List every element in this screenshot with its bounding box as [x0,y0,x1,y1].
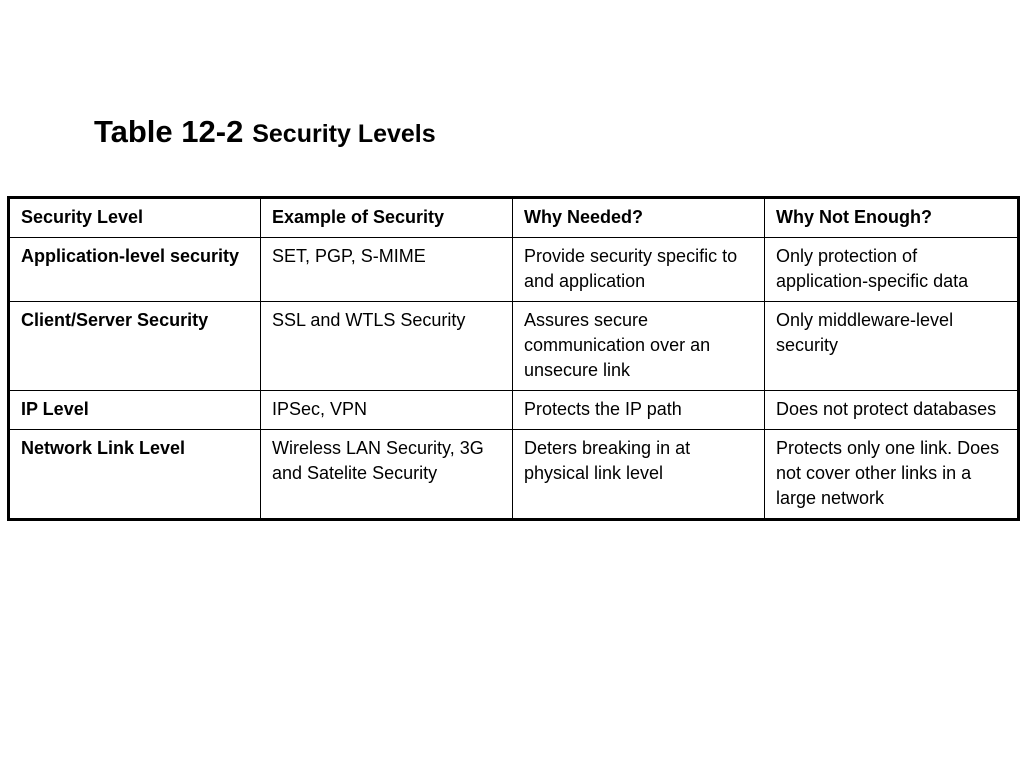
cell-security-level: IP Level [9,391,261,430]
header-example-of-security: Example of Security [261,198,513,238]
cell-example: Wireless LAN Security, 3G and Satelite Security [261,430,513,520]
table-row [9,391,1019,430]
cell-example: SET, PGP, S-MIME [261,238,513,302]
table-subtitle: Security Levels [252,120,436,148]
cell-security-level: Application-level security [9,238,261,302]
table-row [9,430,1019,520]
header-why-needed: Why Needed? [513,198,765,238]
cell-why-not-enough: Protects only one link. Does not cover other links in a large network [765,430,1019,520]
header-why-not-enough: Why Not Enough? [765,198,1019,238]
cell-why-needed: Assures secure communication over an unsecure link [513,302,765,391]
cell-why-needed: Protects the IP path [513,391,765,430]
cell-why-not-enough: Only middleware-level security [765,302,1019,391]
cell-why-not-enough: Only protection of application-specific data [765,238,1019,302]
cell-why-not-enough: Does not protect databases [765,391,1019,430]
header-security-level: Security Level [9,198,261,238]
cell-why-needed: Deters breaking in at physical link level [513,430,765,520]
page-title [94,112,436,150]
table-row [9,302,1019,391]
cell-example: IPSec, VPN [261,391,513,430]
cell-example: SSL and WTLS Security [261,302,513,391]
table-number: Table 12-2 [94,114,244,149]
cell-why-needed: Provide security specific to and application [513,238,765,302]
cell-security-level: Network Link Level [9,430,261,520]
table-row [9,238,1019,302]
cell-security-level: Client/Server Security [9,302,261,391]
security-levels-table [7,196,1020,521]
table-header-row [9,198,1019,238]
